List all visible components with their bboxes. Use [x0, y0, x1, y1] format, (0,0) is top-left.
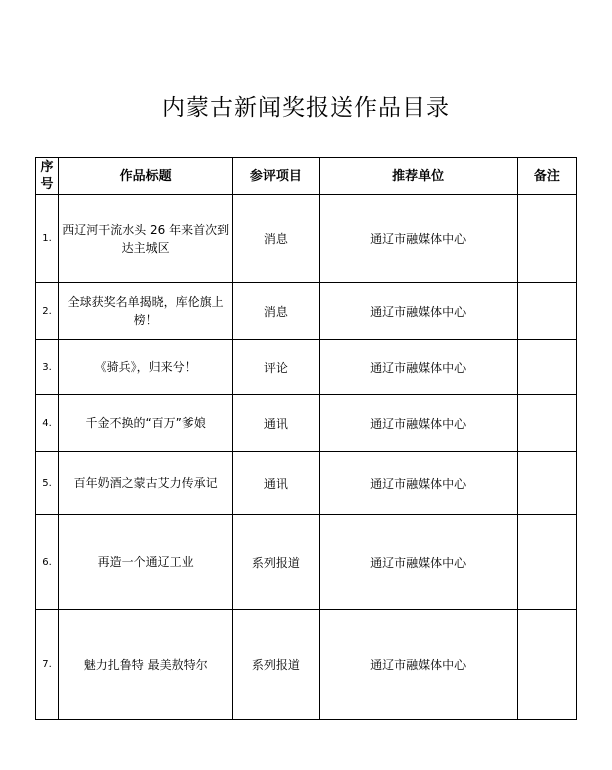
- row-unit: 通辽市融媒体中心: [319, 515, 517, 610]
- row-category: 通讯: [233, 395, 319, 452]
- table-row: [36, 395, 577, 452]
- header-index-line2: 号: [40, 177, 54, 192]
- table-row: [36, 195, 577, 283]
- row-note: [517, 195, 576, 283]
- row-note: [517, 283, 576, 340]
- header-title: 作品标题: [59, 158, 233, 195]
- table-row: [36, 340, 577, 395]
- page-title: 内蒙古新闻奖报送作品目录: [162, 95, 450, 121]
- row-title: 魅力扎鲁特 最美敖特尔: [59, 610, 233, 720]
- row-index: 1.: [36, 195, 59, 283]
- row-title: 再造一个通辽工业: [59, 515, 233, 610]
- header-row: [36, 158, 577, 195]
- catalog-table: [35, 157, 577, 720]
- row-category: 系列报道: [233, 515, 319, 610]
- row-title: 百年奶酒之蒙古艾力传承记: [59, 452, 233, 515]
- row-unit: 通辽市融媒体中心: [319, 195, 517, 283]
- row-title: 全球获奖名单揭晓，库伦旗上榜！: [59, 283, 233, 340]
- table-row: [36, 283, 577, 340]
- header-category: 参评项目: [233, 158, 319, 195]
- header-note: 备注: [517, 158, 576, 195]
- row-unit: 通辽市融媒体中心: [319, 340, 517, 395]
- row-index: 2.: [36, 283, 59, 340]
- row-category: 系列报道: [233, 610, 319, 720]
- row-index: 4.: [36, 395, 59, 452]
- row-unit: 通辽市融媒体中心: [319, 395, 517, 452]
- row-category: 消息: [233, 195, 319, 283]
- header-index: [36, 158, 59, 195]
- row-note: [517, 452, 576, 515]
- row-index: 5.: [36, 452, 59, 515]
- row-index: 7.: [36, 610, 59, 720]
- table-row: [36, 452, 577, 515]
- row-index: 6.: [36, 515, 59, 610]
- row-category: 评论: [233, 340, 319, 395]
- row-title: 千金不换的“百万”爹娘: [59, 395, 233, 452]
- row-note: [517, 610, 576, 720]
- row-note: [517, 340, 576, 395]
- table-row: [36, 515, 577, 610]
- row-index: 3.: [36, 340, 59, 395]
- row-unit: 通辽市融媒体中心: [319, 452, 517, 515]
- row-category: 消息: [233, 283, 319, 340]
- row-title: 《骑兵》，归来兮！: [59, 340, 233, 395]
- header-index-line1: 序: [40, 160, 54, 175]
- row-note: [517, 515, 576, 610]
- row-unit: 通辽市融媒体中心: [319, 610, 517, 720]
- row-note: [517, 395, 576, 452]
- header-unit: 推荐单位: [319, 158, 517, 195]
- table-row: [36, 610, 577, 720]
- row-unit: 通辽市融媒体中心: [319, 283, 517, 340]
- row-category: 通讯: [233, 452, 319, 515]
- row-title: 西辽河干流水头 26 年来首次到达主城区: [59, 195, 233, 283]
